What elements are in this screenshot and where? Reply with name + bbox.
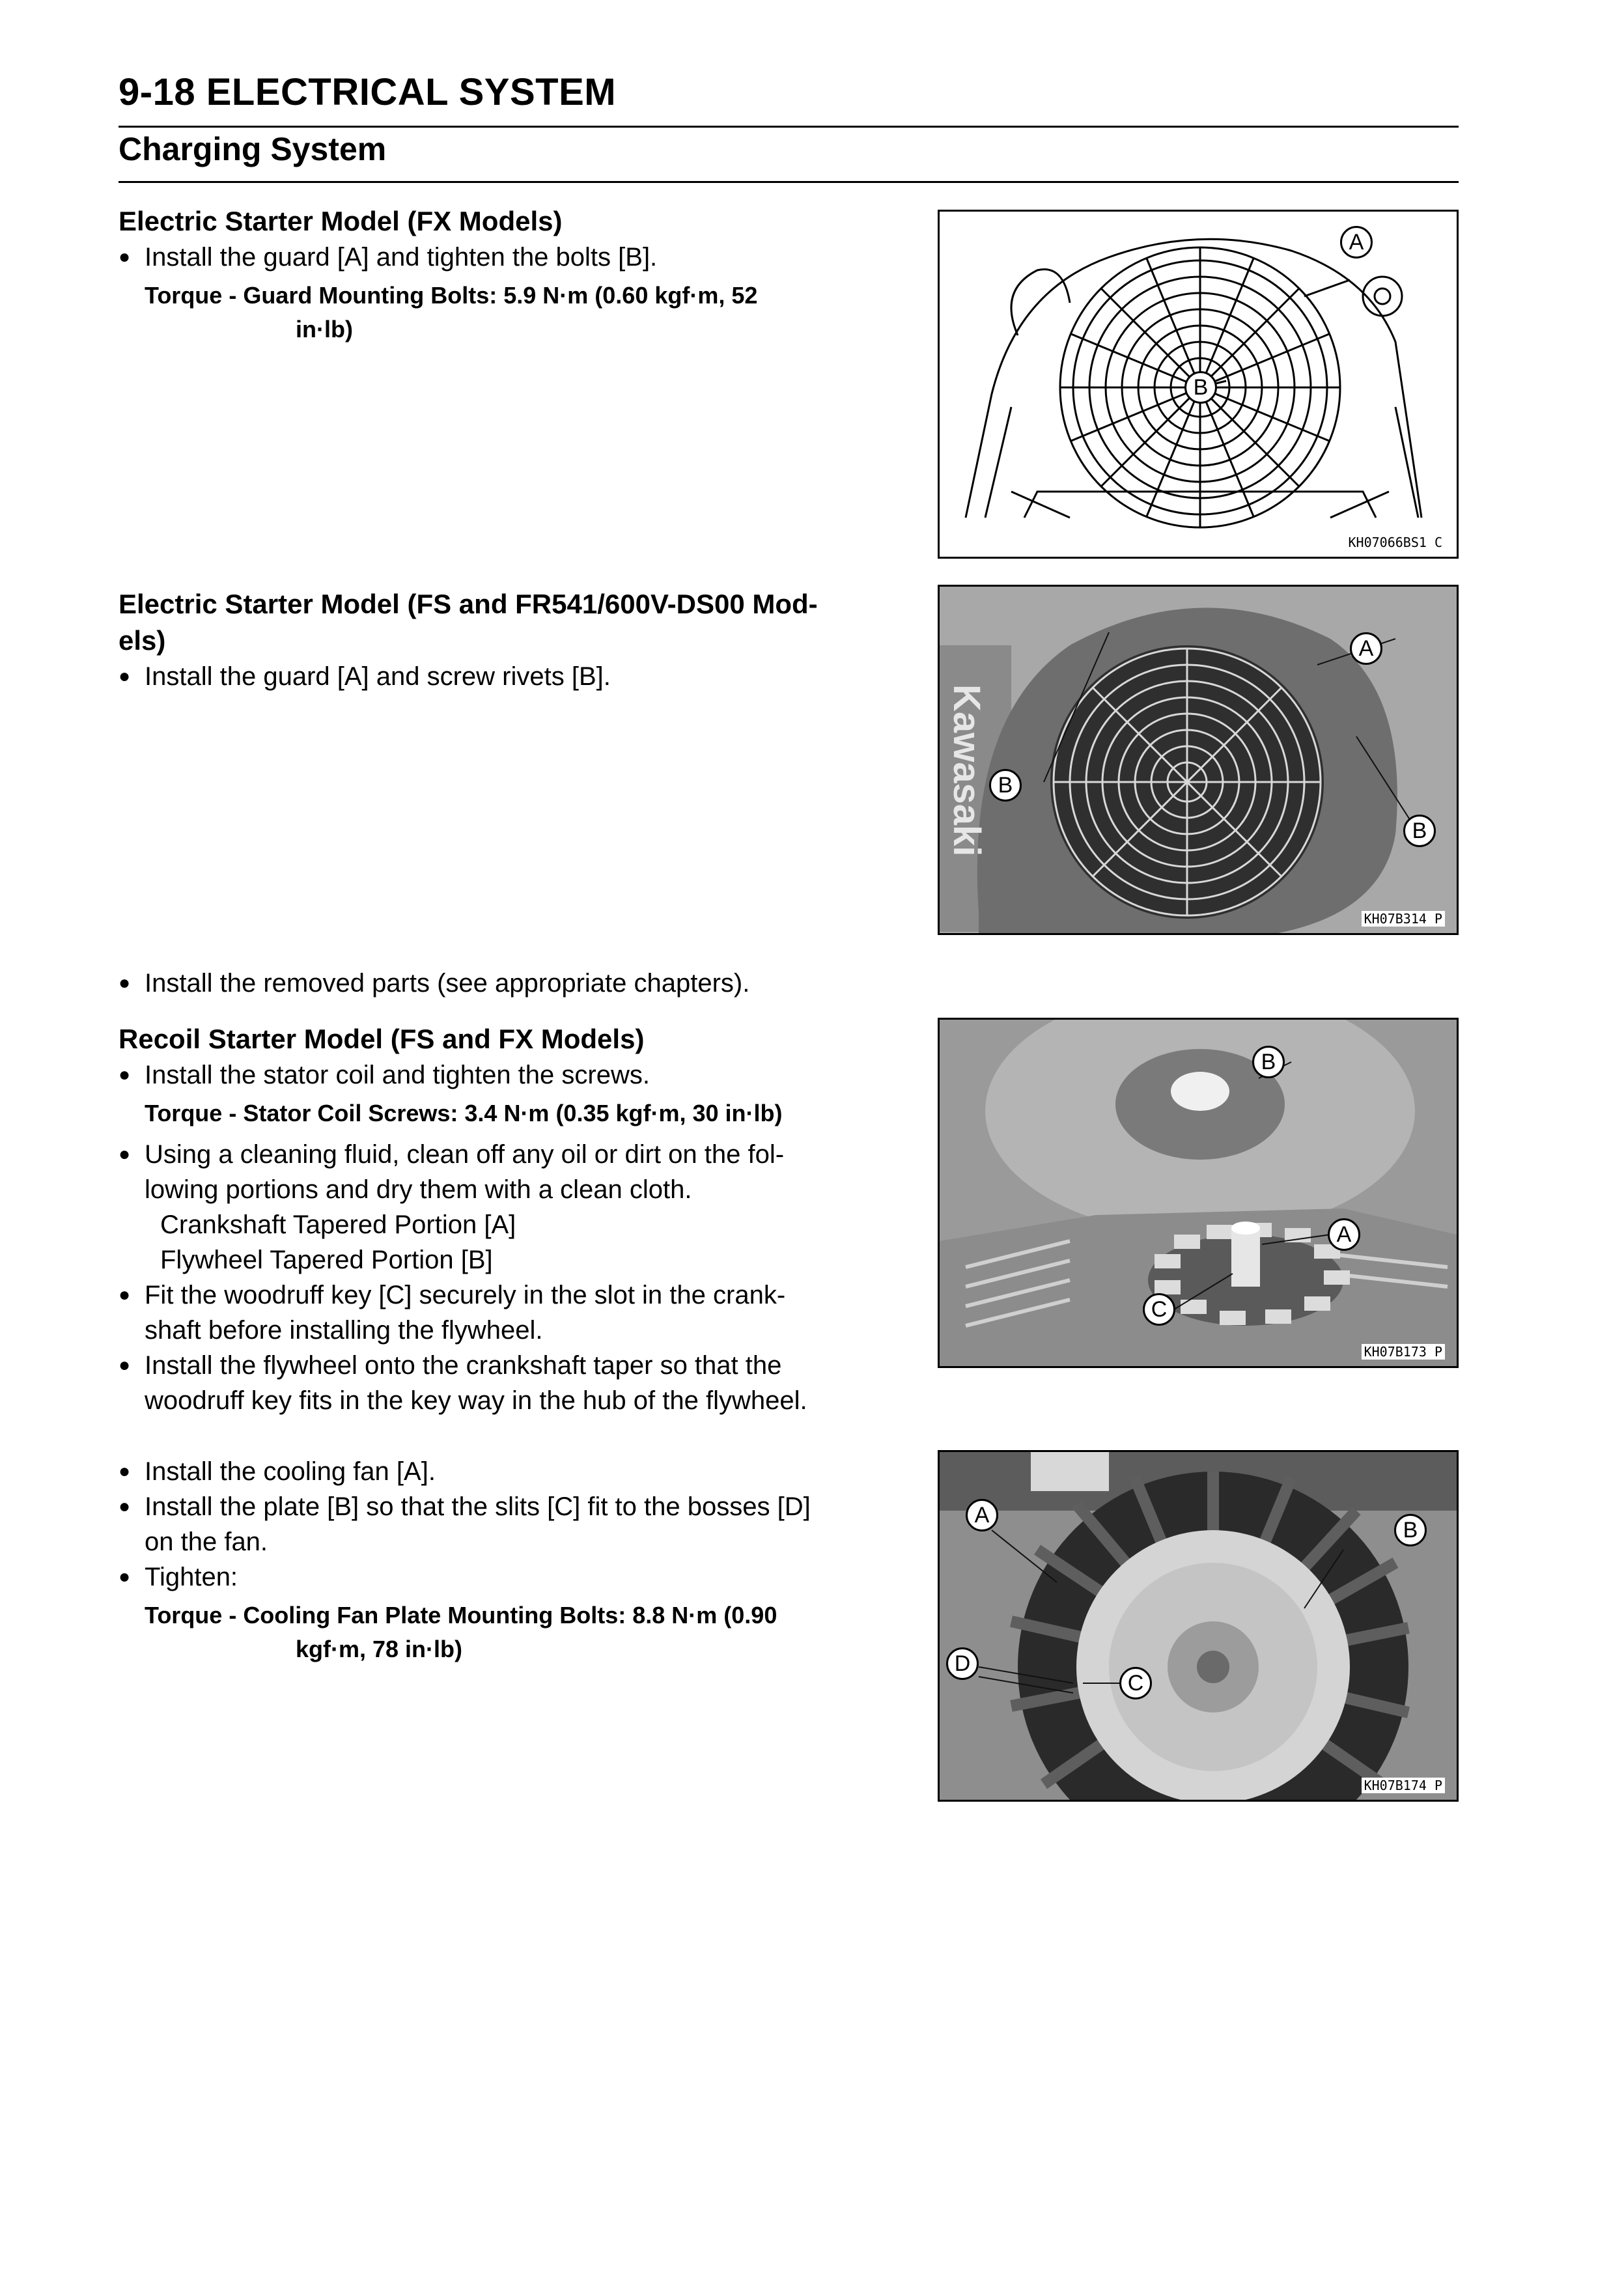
block-heading: Electric Starter Model (FX Models) [119,206,563,236]
torque-line-cont: kgf·m, 78 in·lb) [296,1636,463,1662]
block-heading: Recoil Starter Model (FS and FX Models) [119,1024,645,1054]
install-removed-parts-block [119,966,900,1001]
title-rule [119,126,1459,128]
figure-code: KH07B173 P [1362,1344,1445,1360]
callout-b-left: B [989,769,1022,802]
torque-line: Torque - Cooling Fan Plate Mounting Bolts: 8.8 N·m (0.90 [145,1602,777,1628]
callout-a: A [1340,226,1373,259]
callout-c: C [1119,1667,1152,1699]
step-install-cooling-fan: ● Install the cooling fan [A]. [119,1454,900,1489]
stator-crankshaft-illustration [940,1020,1457,1366]
step-install-stator: ● Install the stator coil and tighten the screws. [119,1057,900,1093]
step-clean: ● Using a cleaning fluid, clean off any oil or dirt on the fol- [119,1137,900,1172]
fs-fr-electric-starter-block [119,586,900,694]
callout-b: B [1252,1046,1285,1078]
step-install-flywheel-cont: woodruff key fits in the key way in the hub of the flywheel. [145,1386,807,1415]
torque-line-cont: in·lb) [296,316,353,342]
block-heading-cont: els) [119,625,166,656]
callout-a: A [1350,632,1382,665]
fx-electric-starter-block [119,203,900,353]
page-title: 9-18 ELECTRICAL SYSTEM [119,71,617,113]
item-crankshaft: Crankshaft Tapered Portion [A] [160,1210,516,1239]
callout-a: A [1328,1218,1360,1251]
step-woodruff-key-cont: shaft before installing the flywheel. [145,1316,543,1345]
torque-spec: Torque - Stator Coil Screws: 3.4 N·m (0.35 kgf·m, 30 in·lb) [145,1100,783,1126]
step-install-removed-parts: ● Install the removed parts (see appropriate chapters). [119,966,900,1001]
recoil-starter-block [119,1021,900,1418]
callout-c: C [1143,1293,1175,1326]
item-flywheel: Flywheel Tapered Portion [B] [160,1246,493,1274]
torque-line: Torque - Guard Mounting Bolts: 5.9 N·m (0.60 kgf·m, 52 [145,282,758,309]
block-heading: Electric Starter Model (FS and FR541/600V-DS00 Mod- [119,589,818,619]
figure-fan-guard-drawing [938,210,1459,559]
callout-b-right: B [1403,815,1436,847]
step-install-plate: ● Install the plate [B] so that the slits [C] fit to the bosses [D] [119,1489,900,1524]
figure-cooling-fan [938,1450,1459,1802]
figure-code: KH07B174 P [1362,1778,1445,1793]
step-woodruff-key: ● Fit the woodruff key [C] securely in the slot in the crank- [119,1278,900,1313]
section-title: Charging System [119,131,387,167]
cooling-fan-block [119,1454,900,1673]
brand-logo: Kawasaki [945,684,988,857]
cooling-fan-illustration [940,1452,1457,1800]
figure-code: KH07B314 P [1362,911,1445,927]
callout-a: A [966,1499,998,1531]
step-install-plate-cont: on the fan. [145,1528,268,1556]
section-rule [119,181,1459,183]
step-install-guard: ● Install the guard [A] and tighten the bolts [B]. [119,240,900,275]
step-install-flywheel: ● Install the flywheel onto the crankshaft taper so that the [119,1348,900,1383]
step-clean-cont: lowing portions and dry them with a clean cloth. [145,1175,692,1204]
figure-fan-guard-photo [938,585,1459,935]
step-install-guard-rivets: ● Install the guard [A] and screw rivets [B]. [119,659,900,694]
callout-b: B [1394,1514,1427,1546]
callout-b: B [1184,371,1217,404]
torque-spec [119,1599,900,1666]
callout-d: D [946,1647,979,1680]
step-tighten: ● Tighten: [119,1559,900,1595]
figure-code: KH07066BS1 C [1346,535,1446,550]
figure-stator-crankshaft [938,1018,1459,1368]
torque-spec [119,279,900,346]
